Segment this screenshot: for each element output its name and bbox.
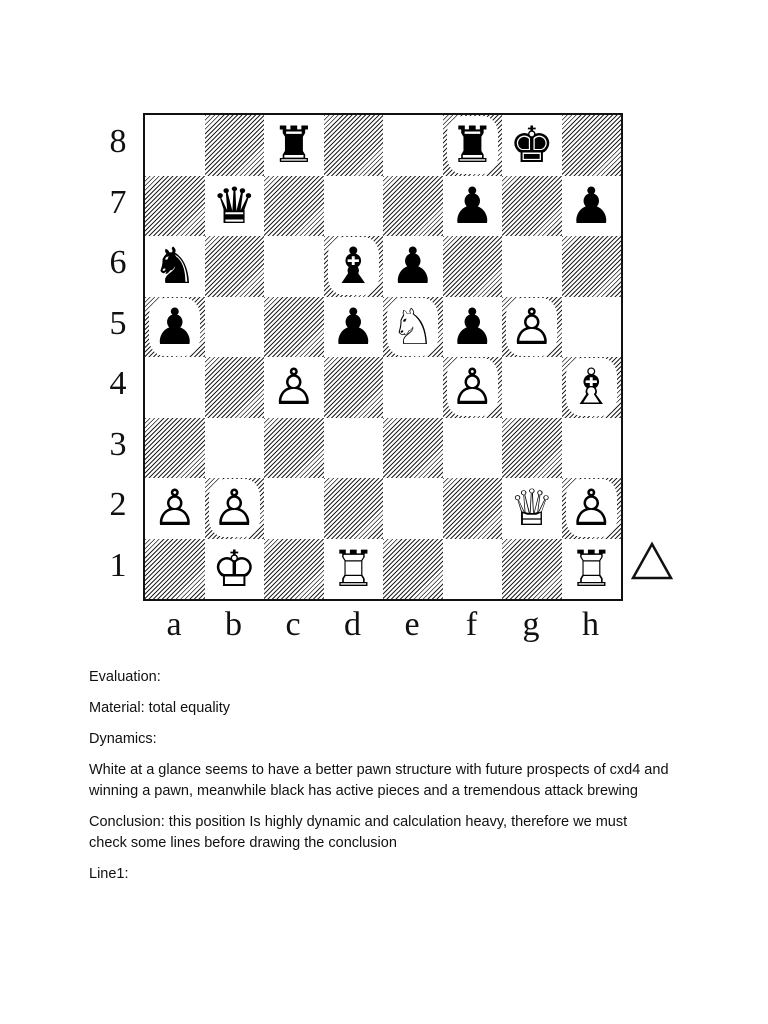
white-knight-icon: ♘ [383,297,443,358]
square-b8 [205,115,265,176]
file-label-b: b [225,606,242,643]
white-pawn-icon: ♙ [152,479,198,537]
black-pawn-icon: ♟ [449,176,495,235]
square-a1 [145,539,205,600]
black-pawn-icon: ♟ [145,297,205,358]
square-g6 [502,236,562,297]
square-d8 [324,115,384,176]
square-c6 [264,236,324,297]
analysis-text [89,667,669,895]
square-h5 [562,297,622,358]
rank-label-1: 1 [109,546,127,584]
square-f1 [443,539,503,600]
square-b6 [205,236,265,297]
file-label-a: a [166,606,182,643]
black-pawn-icon: ♟ [449,297,495,356]
square-g4 [502,357,562,418]
line1-heading: Line1: [89,866,129,882]
rank-label-3: 3 [109,425,127,463]
white-pawn-icon: ♙ [443,357,503,418]
square-c2 [264,478,324,539]
rank-label-7: 7 [109,183,127,221]
square-d4 [324,357,384,418]
file-label-c: c [285,606,301,643]
white-queen-icon: ♕ [509,479,555,537]
square-d2 [324,478,384,539]
conclusion-paragraph: Conclusion: this position Is highly dynamic and calculation heavy, therefore we must check some lines before drawing the conclusion [89,814,628,851]
square-a3 [145,418,205,479]
square-h3 [562,418,622,479]
square-f2 [443,478,503,539]
square-e1 [383,539,443,600]
square-g1 [502,539,562,600]
white-rook-icon: ♖ [568,539,614,598]
square-g3 [502,418,562,479]
dynamics-heading: Dynamics: [89,731,157,747]
square-b3 [205,418,265,479]
rank-label-4: 4 [109,365,127,402]
square-g7 [502,176,562,237]
black-queen-icon: ♛ [211,176,257,235]
square-b5 [205,297,265,358]
square-e4 [383,357,443,418]
square-c1 [264,539,324,600]
square-f3 [443,418,503,479]
black-bishop-icon: ♝ [324,236,384,297]
black-knight-icon: ♞ [152,237,198,295]
rank-label-8: 8 [109,123,127,160]
file-label-e: e [404,606,420,643]
square-e2 [383,478,443,539]
rank-label-6: 6 [109,244,127,281]
file-label-d: d [344,606,361,643]
square-c7 [264,176,324,237]
dynamics-paragraph: White at a glance seems to have a better pawn structure with future prospects of cxd4 and winning a pawn, meanwhile black has active pieces and a tremendous attack brewing [89,762,669,799]
square-b4 [205,357,265,418]
rank-label-5: 5 [109,304,127,342]
evaluation-heading: Evaluation: [89,669,161,685]
white-pawn-icon: ♙ [205,478,265,539]
square-d3 [324,418,384,479]
square-f6 [443,236,503,297]
square-h6 [562,236,622,297]
white-pawn-icon: ♙ [271,358,317,416]
file-label-f: f [465,606,478,643]
square-d7 [324,176,384,237]
chess-board [143,113,623,601]
black-rook-icon: ♜ [271,116,317,174]
file-label-h: h [582,606,599,643]
file-label-g: g [522,606,540,643]
black-king-icon: ♚ [509,116,555,174]
square-e3 [383,418,443,479]
square-c5 [264,297,324,358]
rank-label-2: 2 [109,486,127,523]
square-e8 [383,115,443,176]
black-pawn-icon: ♟ [330,297,376,356]
white-rook-icon: ♖ [330,539,376,598]
material-line: Material: total equality [89,700,231,716]
white-to-move-triangle-icon [630,541,674,581]
white-bishop-icon: ♗ [562,357,622,418]
black-pawn-icon: ♟ [390,237,436,295]
square-c3 [264,418,324,479]
square-h8 [562,115,622,176]
square-a8 [145,115,205,176]
square-a7 [145,176,205,237]
white-pawn-icon: ♙ [502,297,562,358]
square-e7 [383,176,443,237]
square-a4 [145,357,205,418]
white-king-icon: ♔ [211,539,257,598]
white-pawn-icon: ♙ [562,478,622,539]
black-rook-icon: ♜ [443,115,503,176]
black-pawn-icon: ♟ [568,176,614,235]
